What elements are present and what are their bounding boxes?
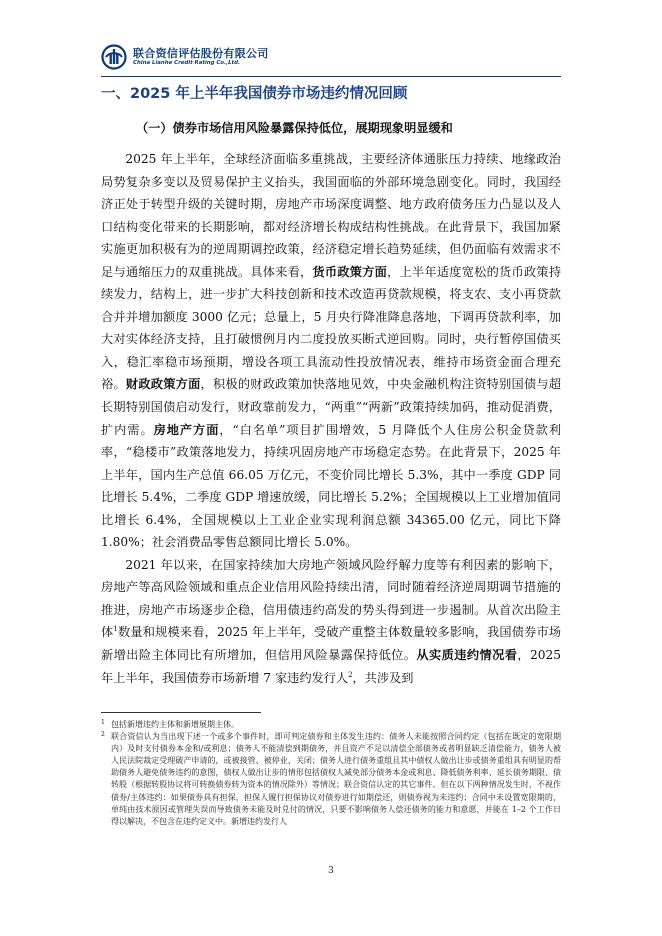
company-logo-icon bbox=[101, 44, 127, 70]
footnote-ref-2[interactable]: 2 bbox=[348, 670, 353, 679]
footnote-1-text: 包括新增违约主体和新增展期主体。 bbox=[111, 720, 239, 729]
paragraph-2-text-1: 2021 年以来，在国家持续加大房地产领域风险纾解力度等有利因素的影响下，房地产等高风险领域和重点企业信用风险持续出清，同时随着经济逆周期调节措施的推进，房地产市场逐步企稳，信用债违约高发的势头得到进一步遏制。从首次出险主体 bbox=[101, 557, 561, 640]
subsection-heading: （一）债券市场信用风险暴露保持低位，展期现象明显缓和 bbox=[136, 121, 453, 135]
footnote-ref-1[interactable]: 1 bbox=[113, 625, 118, 634]
header-divider bbox=[101, 76, 561, 77]
paragraph-1 bbox=[101, 148, 561, 554]
paragraph-2-text-3: ，2025 年上半年，我国债券市场新增 7 家违约发行人 bbox=[101, 648, 561, 685]
paragraph-1-text-1: 2025 年上半年，全球经济面临多重挑战，主要经济体通胀压力持续、地缘政治局势复杂多变以及贸易保护主义抬头，我国面临的外部环境急剧变化。同时，我国经济正处于转型升级的关键时期，房地产市场深度调整、地方政府债务压力凸显以及人口结构变化带来的长期影响，都对经济增长构成结构性挑战。在此背景下，我国加紧实施更加积极有为的逆周期调控政策，经济稳定增长趋势延续，但仍面临有效需求不足与通缩压力的双重挑战。具体来看， bbox=[101, 152, 561, 279]
emphasis-default-situation: 从实质违约情况看 bbox=[416, 648, 518, 663]
paragraph-1-text-4: ，“白名单”项目扩围增效，5 月降低个人住房公积金贷款利率，“稳楼市”政策落地发力，持续巩固房地产市场稳定态势。在此背景下，2025 年上半年，国内生产总值 66.05 万亿元，不变价同比增长 5.3%，其中一季度 GDP 同比增长 5.4%，二季度 GDP 增速放缓，同比增长 5.2%；全国规模以上工业增加值同比增长 6.4%，全国规模以上工业企业实现利润总额 34365.00 亿元，同比下降 1.80%；社会消费品零售总额同比增长 5.0%。 bbox=[101, 422, 562, 550]
paragraph-1-text-3: ，积极的财政政策加快落地见效，中央金融机构注资特别国债与超长期特别国债启动发行，财政靠前发力，“两重”“两新”政策持续加码，推动促消费，扩内需。 bbox=[101, 377, 562, 437]
emphasis-real-estate: 房地产方面 bbox=[153, 422, 220, 437]
body-text bbox=[101, 148, 561, 689]
footnote-1 bbox=[101, 719, 561, 731]
emphasis-fiscal-policy: 财政政策方面 bbox=[125, 377, 201, 392]
paragraph-2 bbox=[101, 554, 561, 689]
paragraph-2-text-2: 数量和规模来看，2025 年上半年，受破产重整主体数量较多影响，我国债券市场新增出险主体同比有所增加，但信用风险暴露保持低位。 bbox=[101, 625, 562, 663]
emphasis-monetary-policy: 货币政策方面 bbox=[312, 264, 388, 279]
footnote-2-text: 联合资信认为当出现下述一个或多个事件时，即可判定债券和主体发生违约：债务人未能按照合同约定（包括在既定的宽限期内）及时支付债券本金和/或利息；债务人不能清偿到期债务，并且资产不足以清偿全部债务或者明显缺乏清偿能力，债务人被人民法院裁定受理破产申请的，或被接管、被停业、关闭；债务人进行债务重组且其中债权人做出让步或债务重组具有明显的帮助债务人避免债务违约的意图，债权人做出让步的情形包括债权人减免部分债务本金或利息、降低债务利率、延长债务期限、债转股（根据转股协议将可转换债券转为资本的情况除外）等情况；联合资信认定的其它事件。但在以下两种情况发生时，不视作债券/主体违约：如果债券具有担保，担保人履行担保协议对债券进行如期偿还，则债券视为未违约；合同中未设置宽限期的，单纯由技术原因或管理失误而导致债务未能及时兑付的情况，只要不影响债务人偿还债务的能力和意愿，并能在 1–2 个工作日得以解决，不包含在违约定义中。新增违约发行人 bbox=[111, 732, 561, 826]
page-number: 3 bbox=[328, 866, 334, 876]
footnote-1-mark: 1 bbox=[101, 719, 105, 726]
company-name-cn: 联合资信评估股份有限公司 bbox=[133, 47, 269, 60]
footnotes bbox=[101, 719, 561, 828]
paragraph-2-text-4: ，共涉及到 bbox=[352, 670, 414, 685]
footnote-2 bbox=[101, 731, 561, 828]
footnote-2-mark: 2 bbox=[101, 731, 105, 739]
company-name-en: China Lianhe Credit Rating Co.,Ltd. bbox=[133, 60, 241, 66]
paragraph-1-text-2: ，上半年适度宽松的货币政策持续发力，结构上，进一步扩大科技创新和技术改造再贷款规模，将支农、支小再贷款合并并增加额度 3000 亿元；总量上，5 月央行降准降息落地，下调再贷款利率，加大对实体经济支持，且打破惯例月内二度投放买断式逆回购。同时，央行暂停国债买入，稳汇率稳市场预期，增设各项工具流动性投放情况表，维持市场资金面合理充裕。 bbox=[101, 264, 562, 392]
page-header bbox=[101, 42, 561, 76]
section-heading: 一、2025 年上半年我国债券市场违约情况回顾 bbox=[101, 86, 408, 102]
footnote-divider bbox=[101, 712, 261, 713]
